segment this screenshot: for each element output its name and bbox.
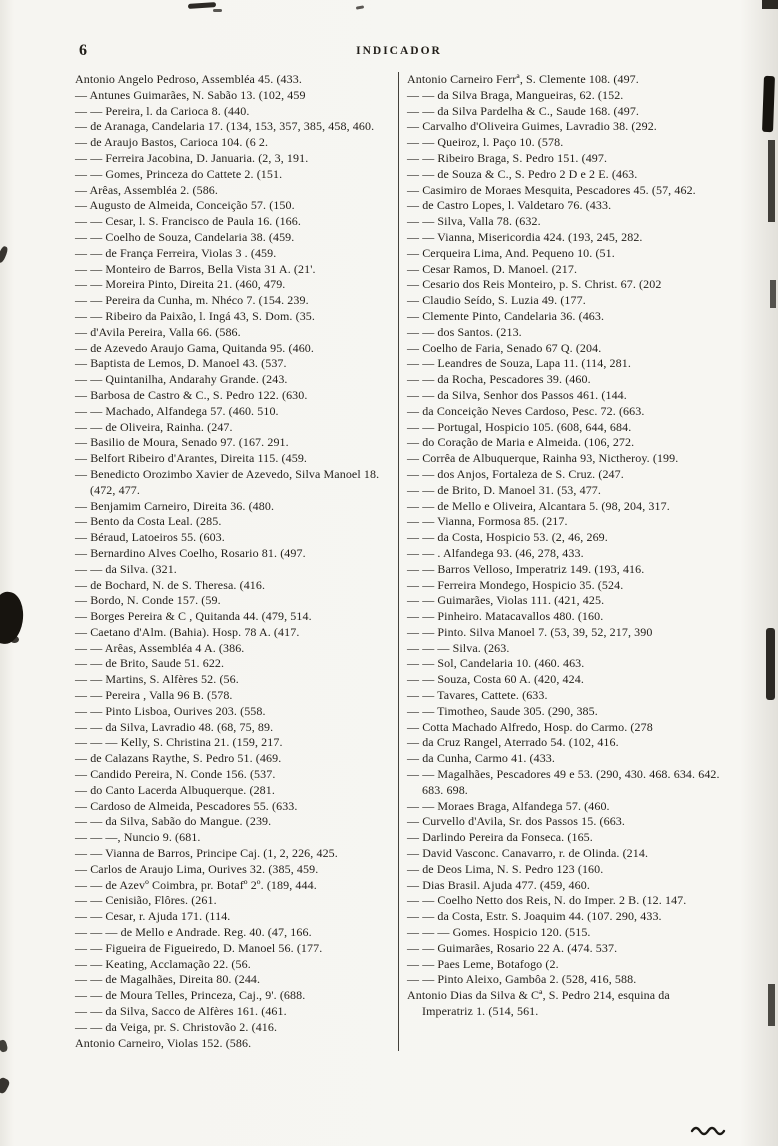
directory-entry: — Belfort Ribeiro d'Arantes, Direita 115. (459. (75, 451, 308, 466)
directory-entry: — da Cruz Rangel, Aterrado 54. (102, 416. (407, 735, 619, 750)
directory-entry: — — de Brito, D. Manoel 31. (53, 477. (407, 482, 602, 497)
directory-entry: — — de Azevº Coimbra, pr. Botafº 2º. (189, 444. (75, 877, 317, 892)
directory-entry: — — Pinto Aleixo, Gambôa 2. (528, 416, 588. (407, 972, 637, 987)
scan-mark (0, 245, 9, 263)
directory-entry: — — de França Ferreira, Violas 3 . (459. (75, 245, 277, 260)
directory-entry: — de Castro Lopes, l. Valdetaro 76. (433. (407, 198, 612, 213)
directory-entry: — — de Brito, Saude 51. 622. (75, 656, 225, 671)
directory-entry: — de Araujo Bastos, Carioca 104. (6 2. (75, 135, 269, 150)
page-edge-shadow (768, 140, 775, 222)
scan-mark (188, 2, 216, 9)
directory-entry: — do Canto Lacerda Albuquerque. (281. (75, 782, 275, 797)
directory-entry: — — Sol, Candelaria 10. (460. 463. (407, 656, 585, 671)
directory-entry: — Basilio de Moura, Senado 97. (167. 291. (75, 435, 289, 450)
directory-entry: — — da Silva Braga, Mangueiras, 62. (152. (407, 87, 624, 102)
directory-entry: — da Conceição Neves Cardoso, Pesc. 72. (663. (407, 403, 645, 418)
directory-entry: — Claudio Seído, S. Luzia 49. (177. (407, 293, 586, 308)
directory-entry: — Caetano d'Alm. (Bahia). Hosp. 78 A. (417. (75, 624, 300, 639)
directory-entry: — Candido Pereira, N. Conde 156. (537. (75, 767, 276, 782)
scan-mark (213, 9, 222, 12)
directory-entry: — — Vianna de Barros, Principe Caj. (1, 2, 226, 425. (75, 846, 338, 861)
directory-entry: — — Magalhães, Pescadores 49 e 53. (290, 430. 468. 634. 642. 683. 698. (407, 767, 720, 797)
directory-entry: — — da Silva. (321. (75, 561, 177, 576)
directory-entry: — — Arêas, Assembléa 4 A. (386. (75, 640, 245, 655)
directory-entry: — de Bochard, N. de S. Theresa. (416. (75, 577, 266, 592)
directory-entry: — — da Rocha, Pescadores 39. (460. (407, 372, 591, 387)
directory-entry: — — Coelho Netto dos Reis, N. do Imper. 2 B. (12. 147. (407, 893, 687, 908)
directory-entry: — — Leandres de Souza, Lapa 11. (114, 281. (407, 356, 631, 371)
directory-entry: — — da Veiga, pr. S. Christovão 2. (416. (75, 1019, 278, 1034)
directory-entry: — — Guimarães, Rosario 22 A. (474. 537. (407, 940, 618, 955)
left-column (75, 72, 399, 1051)
directory-entry: — Barbosa de Castro & C., S. Pedro 122. (630. (75, 387, 308, 402)
directory-entry: — — Coelho de Souza, Candelaria 38. (459. (75, 229, 295, 244)
directory-entry: Antonio Dias da Silva & Cª, S. Pedro 214, esquina da Imperatriz 1. (514, 561. (407, 988, 670, 1019)
ink-blot-dot (10, 636, 19, 643)
directory-entry: — d'Avila Pereira, Valla 66. (586. (75, 324, 241, 339)
directory-columns (75, 72, 723, 1051)
directory-entry: — Bernardino Alves Coelho, Rosario 81. (497. (75, 545, 306, 560)
directory-entry: Antonio Angelo Pedroso, Assembléa 45. (433. (75, 72, 302, 86)
scan-mark (0, 1039, 8, 1053)
directory-entry: — — Gomes, Princeza do Cattete 2. (151. (75, 166, 283, 181)
page-edge-shadow (766, 628, 775, 700)
directory-entry: — Antunes Guimarães, N. Sabão 13. (102, 459 (75, 87, 306, 102)
directory-entry: — — Portugal, Hospicio 105. (608, 644, 684. (407, 419, 632, 434)
page-edge-shadow (768, 984, 775, 1026)
scan-mark (356, 5, 364, 9)
directory-entry: — — dos Santos. (213. (407, 324, 522, 339)
directory-entry: — Corrêa de Albuquerque, Rainha 93, Nictheroy. (199. (407, 451, 679, 466)
directory-entry: — — —, Nuncio 9. (681. (75, 830, 201, 845)
running-title: INDICADOR (356, 45, 442, 57)
directory-entry: — — Ribeiro da Paixão, l. Ingá 43, S. Dom. (35. (75, 308, 316, 323)
page-header (75, 42, 723, 64)
directory-entry: — — de Mello e Oliveira, Alcantara 5. (98, 204, 317. (407, 498, 670, 513)
directory-entry: — Cardoso de Almeida, Pescadores 55. (633. (75, 798, 298, 813)
directory-entry: — de Calazans Raythe, S. Pedro 51. (469. (75, 751, 282, 766)
directory-entry: — — Pinto Lisboa, Ourives 203. (558. (75, 703, 266, 718)
directory-entry: — — Barros Velloso, Imperatriz 149. (193, 416. (407, 561, 645, 576)
page-edge-shadow (762, 0, 778, 9)
scan-mark (0, 1076, 11, 1094)
directory-entry: — — da Costa, Estr. S. Joaquim 44. (107. 290, 433. (407, 909, 662, 924)
directory-entry: — — Moreira Pinto, Direita 21. (460, 479. (75, 277, 286, 292)
directory-entry: — — — Gomes. Hospicio 120. (515. (407, 925, 591, 940)
directory-entry: — — de Magalhães, Direita 80. (244. (75, 972, 261, 987)
directory-entry: — — Pinto. Silva Manoel 7. (53, 39, 52, 217, 390 (407, 624, 653, 639)
directory-entry: — — Figueira de Figueiredo, D. Manoel 56. (177. (75, 940, 323, 955)
directory-entry: — — Pinheiro. Matacavallos 480. (160. (407, 609, 604, 624)
directory-entry: — Béraud, Latoeiros 55. (603. (75, 530, 225, 545)
directory-entry: — — Ribeiro Braga, S. Pedro 151. (497. (407, 150, 608, 165)
directory-entry: Antonio Carneiro, Violas 152. (586. (75, 1035, 252, 1050)
right-column (399, 72, 723, 1051)
directory-entry: — — Silva, Valla 78. (632. (407, 214, 541, 229)
directory-entry: — — de Souza & C., S. Pedro 2 D e 2 E. (463. (407, 166, 638, 181)
directory-entry: — — Cenisião, Flôres. (261. (75, 893, 217, 908)
directory-entry: — — Pereira da Cunha, m. Nhéco 7. (154. 239. (75, 293, 309, 308)
directory-entry: — Casimiro de Moraes Mesquita, Pescadores 45. (57, 462. (407, 182, 696, 197)
directory-entry: — — Cesar, r. Ajuda 171. (114. (75, 909, 231, 924)
directory-entry: — — — Silva. (263. (407, 640, 510, 655)
directory-entry: — Dias Brasil. Ajuda 477. (459, 460. (407, 877, 590, 892)
directory-entry: — — dos Anjos, Fortaleza de S. Cruz. (247. (407, 466, 624, 481)
directory-entry: — — Martins, S. Alfères 52. (56. (75, 672, 239, 687)
directory-entry: — de Deos Lima, N. S. Pedro 123 (160. (407, 861, 604, 876)
directory-entry: — Arêas, Assembléa 2. (586. (75, 182, 219, 197)
directory-entry: — — Pereira, l. da Carioca 8. (440. (75, 103, 250, 118)
directory-entry: — — Tavares, Cattete. (633. (407, 688, 548, 703)
page-edge-shadow (770, 280, 776, 308)
directory-entry: — Clemente Pinto, Candelaria 36. (463. (407, 308, 605, 323)
directory-entry: — — . Alfandega 93. (46, 278, 433. (407, 545, 584, 560)
directory-entry: — Cerqueira Lima, And. Pequeno 10. (51. (407, 245, 615, 260)
directory-entry: — da Cunha, Carmo 41. (433. (407, 751, 556, 766)
directory-entry: — — Souza, Costa 60 A. (420, 424. (407, 672, 584, 687)
page-number: 6 (79, 42, 87, 59)
directory-entry: — Cotta Machado Alfredo, Hosp. do Carmo. (278 (407, 719, 653, 734)
directory-entry: — Bento da Costa Leal. (285. (75, 514, 222, 529)
directory-entry: — — Cesar, l. S. Francisco de Paula 16. (166. (75, 214, 301, 229)
directory-entry: — — da Silva, Sacco de Alfères 161. (461. (75, 1004, 287, 1019)
directory-entry: — Cesar Ramos, D. Manoel. (217. (407, 261, 578, 276)
directory-entry: — Bordo, N. Conde 157. (59. (75, 593, 221, 608)
directory-entry: — — da Silva Pardelha & C., Saude 168. (497. (407, 103, 640, 118)
directory-entry: — de Aranaga, Candelaria 17. (134, 153, 357, 385, 458, 460. (75, 119, 375, 134)
directory-entry: — — Keating, Acclamação 22. (56. (75, 956, 251, 971)
directory-entry: — Darlindo Pereira da Fonseca. (165. (407, 830, 593, 845)
directory-entry: — — de Moura Telles, Princeza, Caj., 9'. (688. (75, 988, 306, 1003)
directory-entry: — — Quintanilha, Andarahy Grande. (243. (75, 372, 288, 387)
directory-entry: — — Machado, Alfandega 57. (460. 510. (75, 403, 279, 418)
directory-entry: — — Ferreira Jacobina, D. Januaria. (2, 3, 191. (75, 150, 309, 165)
directory-entry: — — Timotheo, Saude 305. (290, 385. (407, 703, 598, 718)
directory-entry: — Carlos de Araujo Lima, Ourives 32. (385, 459. (75, 861, 319, 876)
directory-entry: — Augusto de Almeida, Conceição 57. (150. (75, 198, 295, 213)
directory-entry: — — Moraes Braga, Alfandega 57. (460. (407, 798, 610, 813)
directory-entry: — — Vianna, Misericordia 424. (193, 245, 282. (407, 229, 643, 244)
directory-entry: — — da Silva, Sabão do Mangue. (239. (75, 814, 272, 829)
directory-entry: — Borges Pereira & C , Quitanda 44. (479, 514. (75, 609, 312, 624)
directory-entry: — David Vasconc. Canavarro, r. de Olinda. (214. (407, 846, 649, 861)
ink-blot (0, 590, 27, 646)
directory-entry: — — Vianna, Formosa 85. (217. (407, 514, 568, 529)
directory-entry: Antonio Carneiro Ferrª, S. Clemente 108. (497. (407, 72, 639, 86)
directory-entry: — — Queiroz, l. Paço 10. (578. (407, 135, 564, 150)
directory-entry: — — — Kelly, S. Christina 21. (159, 217. (75, 735, 283, 750)
directory-entry: — Benedicto Orozimbo Xavier de Azevedo, Silva Manoel 18. (472, 477. (75, 466, 380, 497)
directory-entry: — de Azevedo Araujo Gama, Quitanda 95. (460. (75, 340, 315, 355)
directory-entry: — — Ferreira Mondego, Hospicio 35. (524. (407, 577, 624, 592)
directory-entry: — — Monteiro de Barros, Bella Vista 31 A. (21'. (75, 261, 316, 276)
directory-entry: — — — de Mello e Andrade. Reg. 40. (47, 166. (75, 925, 312, 940)
pen-squiggle (690, 1122, 728, 1143)
directory-entry: — — Paes Leme, Botafogo (2. (407, 956, 559, 971)
directory-entry: — — da Silva, Senhor dos Passos 461. (144. (407, 387, 627, 402)
directory-entry: — Cesario dos Reis Monteiro, p. S. Christ. 67. (202 (407, 277, 662, 292)
directory-entry: — Carvalho d'Oliveira Guimes, Lavradio 38. (292. (407, 119, 657, 134)
page-edge-shadow (762, 76, 775, 132)
directory-entry: — do Coração de Maria e Almeida. (106, 272. (407, 435, 635, 450)
directory-entry: — — de Oliveira, Rainha. (247. (75, 419, 233, 434)
directory-entry: — — da Costa, Hospicio 53. (2, 46, 269. (407, 530, 608, 545)
directory-entry: — Coelho de Faria, Senado 67 Q. (204. (407, 340, 602, 355)
directory-entry: — Curvello d'Avila, Sr. dos Passos 15. (663. (407, 814, 626, 829)
directory-entry: — — da Silva, Lavradio 48. (68, 75, 89. (75, 719, 274, 734)
directory-entry: — Benjamim Carneiro, Direita 36. (480. (75, 498, 275, 513)
directory-entry: — — Pereira , Valla 96 B. (578. (75, 688, 233, 703)
directory-entry: — Baptista de Lemos, D. Manoel 43. (537. (75, 356, 287, 371)
directory-entry: — — Guimarães, Violas 111. (421, 425. (407, 593, 605, 608)
